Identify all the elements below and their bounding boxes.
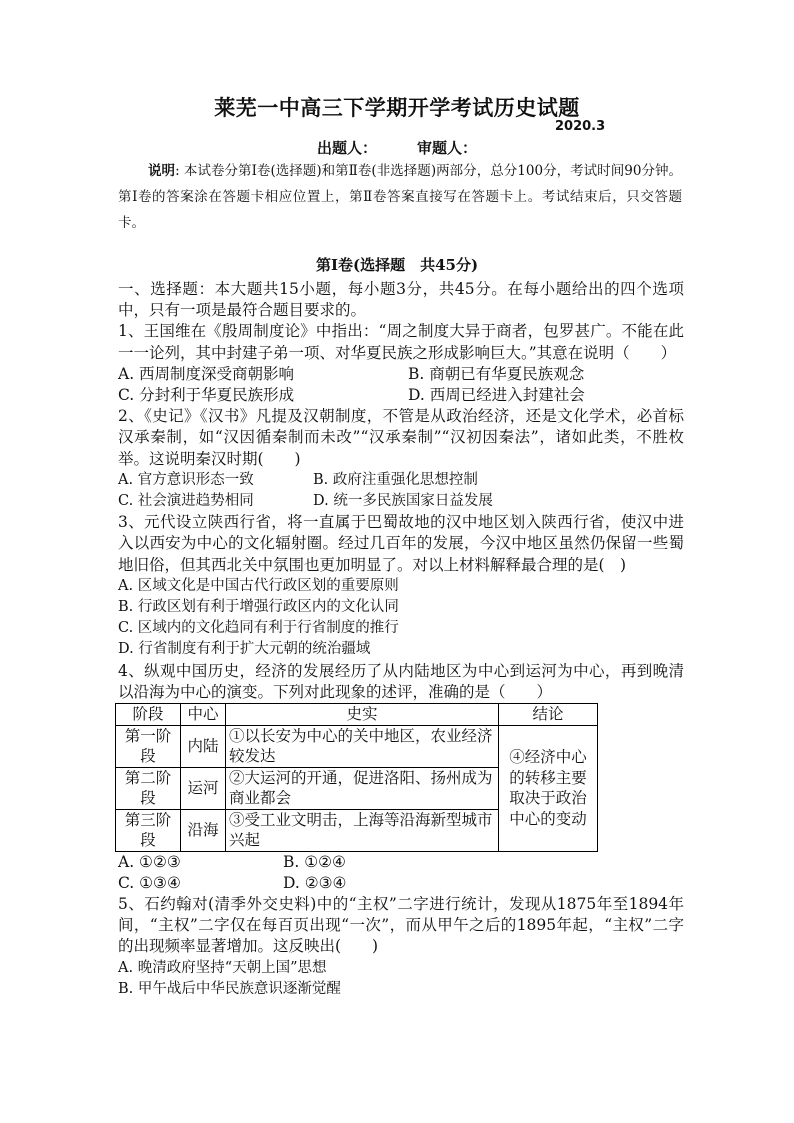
- q4-stage-2: 第二阶段: [116, 767, 181, 809]
- q4-table-header: [116, 704, 598, 726]
- authors-line: [0, 137, 794, 158]
- section-title: 第Ⅰ卷(选择题 共45分): [315, 256, 479, 274]
- reviewer-label: 审题人：: [417, 139, 478, 157]
- q2-stem: 2、《史记》《汉书》凡提及汉朝制度，不管是从政治经济，还是文化学术，必首标汉承秦制，如“汉因循秦制而未改”“汉承秦制”“汉初因秦法”，诸如此类，不胜枚举。这说明秦汉时期( ): [118, 407, 684, 468]
- q3-stem: 3、元代设立陕西行省，将一直属于巴蜀故地的汉中地区划入陕西行省，使汉中进入以西安为中心的文化辐射圈。经过几百年的发展，今汉中地区虽然仍保留一些蜀地旧俗，但其西北关中氛围也更加明显了。对以上材料解释最合理的是( ): [118, 513, 684, 574]
- q4-header-center: 中心: [181, 704, 226, 726]
- table-row: [116, 725, 598, 767]
- q1-options-row1: [118, 364, 684, 385]
- q4-header-conclusion: 结论: [499, 704, 598, 726]
- q4-fact-1: ①以长安为中心的关中地区，农业经济较发达: [226, 725, 499, 767]
- instructions-note: [118, 158, 682, 236]
- q5-option-a: A. 晚清政府坚持“天朝上国”思想: [118, 959, 327, 976]
- q4-header-fact: 史实: [226, 704, 499, 726]
- note-label: 说明: [148, 163, 176, 179]
- q4-options-row2: [118, 873, 684, 894]
- q2-option-b: B. 政府注重强化思想控制: [313, 471, 478, 488]
- q4-center-1: 内陆: [181, 725, 226, 767]
- section-instruction: 一、选择题：本大题共15小题，每小题3分，共45分。在每小题给出的四个选项中，只有一项是最符合题目要求的。: [118, 280, 684, 320]
- q5-option-b: B. 甲午战后中华民族意识逐渐觉醒: [118, 980, 341, 997]
- q1-option-b: B. 商朝已有华夏民族观念: [408, 364, 585, 383]
- q2-option-a: A. 官方意识形态一致: [118, 471, 254, 488]
- exam-date: 2020.3: [555, 119, 606, 134]
- q4-option-d: D. ②③④: [283, 873, 347, 892]
- q4-option-a: A. ①②③: [118, 852, 181, 871]
- q3-option-a: A. 区域文化是中国古代行政区划的重要原则: [118, 577, 399, 594]
- q2-options-row1: [118, 470, 684, 491]
- q4-header-stage: 阶段: [116, 704, 181, 726]
- q2-option-d: D. 统一多民族国家日益发展: [313, 493, 493, 510]
- q4-center-2: 运河: [181, 767, 226, 809]
- q1-options-row2: [118, 385, 684, 406]
- page-title: 莱芜一中高三下学期开学考试历史试题: [214, 95, 580, 120]
- q4-center-3: 沿海: [181, 809, 226, 851]
- q4-stage-1: 第一阶段: [116, 725, 181, 767]
- q4-stage-3: 第三阶段: [116, 809, 181, 851]
- q4-fact-3: ③受工业文明击，上海等沿海新型城市兴起: [226, 809, 499, 851]
- q2-option-c: C. 社会演进趋势相同: [118, 493, 254, 510]
- q2-options-row2: [118, 491, 684, 512]
- q4-conclusion: ④经济中心的转移主要取决于政治中心的变动: [499, 725, 598, 851]
- q4-table: [115, 703, 598, 852]
- q1-stem: 1、王国维在《殷周制度论》中指出：“周之制度大异于商者，包罗甚广。不能在此一一论列，其中封建子弟一项、对华夏民族之形成影响巨大。”其意在说明（ ）: [118, 322, 684, 362]
- q1-option-a: A. 西周制度深受商朝影响: [118, 364, 295, 383]
- setter-label: 出题人：: [316, 139, 377, 157]
- q3-option-d: D. 行省制度有利于扩大元朝的统治疆域: [118, 641, 371, 658]
- questions-area: [118, 279, 684, 1000]
- q4-fact-2: ②大运河的开通，促进洛阳、扬州成为商业都会: [226, 767, 499, 809]
- q4-option-b: B. ①②④: [283, 852, 346, 871]
- q5-stem: 5、石约翰对(清季外交史料)中的“主权”二字进行统计，发现从1875年至1894年间，“主权”二字仅在每百页出现“一次”，而从甲午之后的1895年起，“主权”二字的出现频率显著增加。这反映出( ): [118, 894, 684, 956]
- q4-options-row1: [118, 852, 684, 873]
- q1-option-c: C. 分封利于华夏民族形成: [118, 386, 295, 405]
- q3-option-c: C. 区域内的文化趋同有利于行省制度的推行: [118, 620, 399, 637]
- q4-option-c: C. ①③④: [118, 873, 181, 892]
- q1-option-d: D. 西周已经进入封建社会: [408, 386, 585, 405]
- q4-stem: 4、纵观中国历史，经济的发展经历了从内陆地区为中心到运河为中心，再到晚清以沿海为中心的演变。下列对此现象的述评，准确的是（ ）: [118, 661, 684, 701]
- note-text: : 本试卷分第Ⅰ卷(选择题)和第Ⅱ卷(非选择题)两部分，总分100分，考试时间90分钟。第Ⅰ卷的答案涂在答题卡相应位置上，第Ⅱ卷答案直接写在答题卡上。考试结束后，只交答题卡。: [118, 163, 682, 231]
- q3-option-b: B. 行政区划有利于增强行政区内的文化认同: [118, 599, 399, 616]
